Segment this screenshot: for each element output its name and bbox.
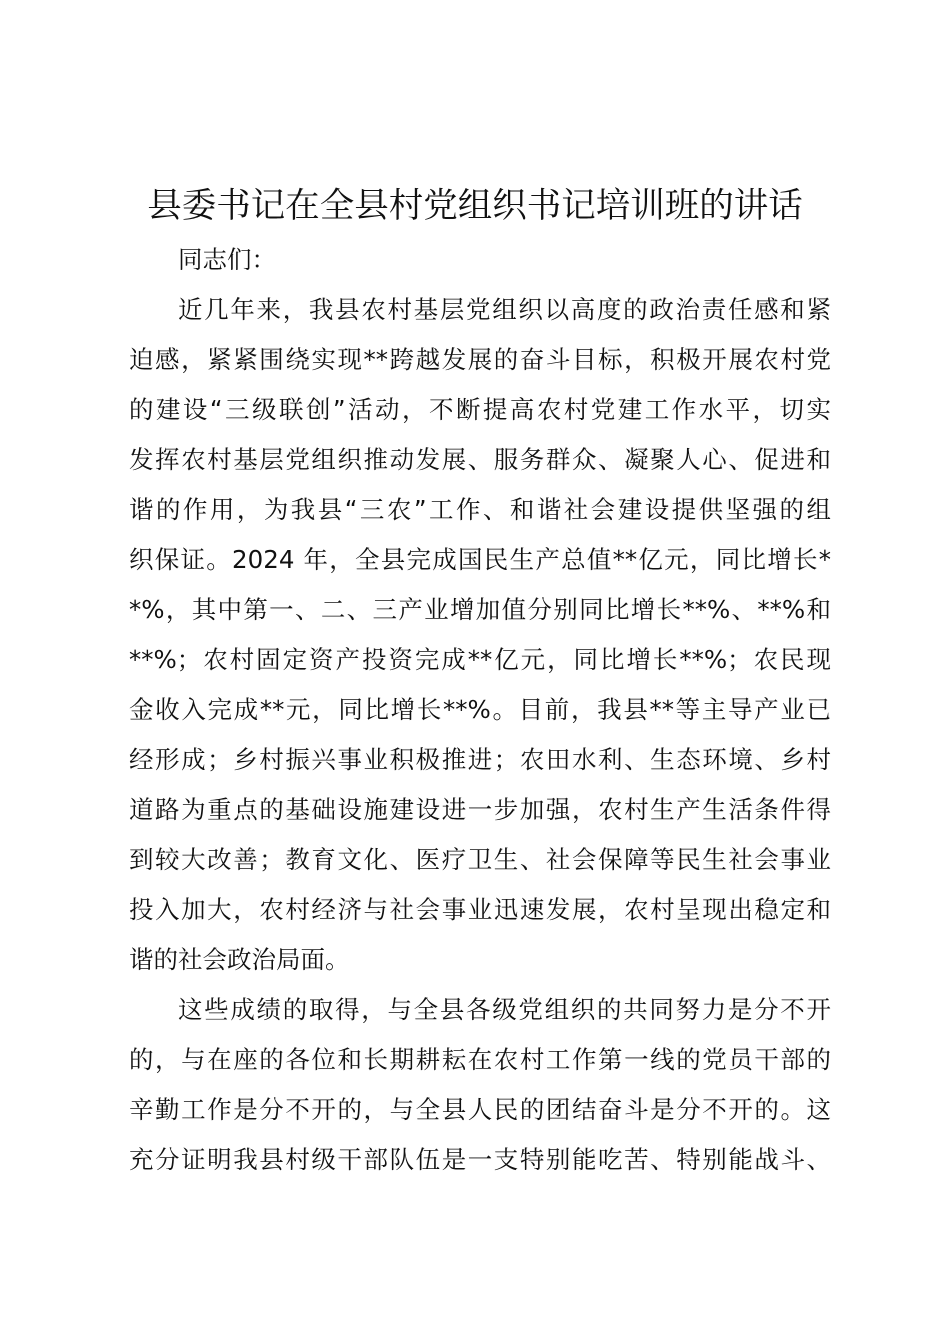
paragraph-1-line: 金收入完成**元，同比增长**%。目前，我县**等主导产业已 [129,695,831,724]
paragraph-1-line: 近几年来，我县农村基层党组织以高度的政治责任感和紧 [178,295,831,324]
paragraph-1-line: 到较大改善；教育文化、医疗卫生、社会保障等民生社会事业 [129,845,831,874]
document-title: 县委书记在全县村党组织书记培训班的讲话 [147,186,803,226]
paragraph-1-line: 投入加大，农村经济与社会事业迅速发展，农村呈现出稳定和 [129,895,831,924]
paragraph-1-line: 谐的作用，为我县“三农”工作、和谐社会建设提供坚强的组 [129,495,831,524]
document-body [129,235,831,1185]
paragraph-1-line: 迫感，紧紧围绕实现**跨越发展的奋斗目标，积极开展农村党 [129,345,831,374]
paragraph-1-line: 经形成；乡村振兴事业积极推进；农田水利、生态环境、乡村 [129,745,831,774]
paragraph-1-line: 谐的社会政治局面。 [129,945,350,974]
paragraph-1-line: 的建设“三级联创”活动，不断提高农村党建工作水平，切实 [129,395,831,424]
paragraph-1-line: 发挥农村基层党组织推动发展、服务群众、凝聚人心、促进和 [129,445,831,474]
salutation: 同志们： [178,245,276,274]
paragraph-2-line: 充分证明我县村级干部队伍是一支特别能吃苦、特别能战斗、 [129,1145,831,1174]
paragraph-2-line: 这些成绩的取得，与全县各级党组织的共同努力是分不开 [178,995,831,1024]
paragraph-1-line: 道路为重点的基础设施建设进一步加强，农村生产生活条件得 [129,795,831,824]
paragraph-1-line: *%，其中第一、二、三产业增加值分别同比增长**%、**%和 [129,595,831,624]
paragraph-2-line: 辛勤工作是分不开的，与全县人民的团结奋斗是分不开的。这 [129,1095,831,1124]
paragraph-2-line: 的，与在座的各位和长期耕耘在农村工作第一线的党员干部的 [129,1045,831,1074]
paragraph-1-line: **%；农村固定资产投资完成**亿元，同比增长**%；农民现 [129,645,831,674]
paragraph-1-line: 织保证。2024 年，全县完成国民生产总值**亿元，同比增长* [129,545,831,574]
